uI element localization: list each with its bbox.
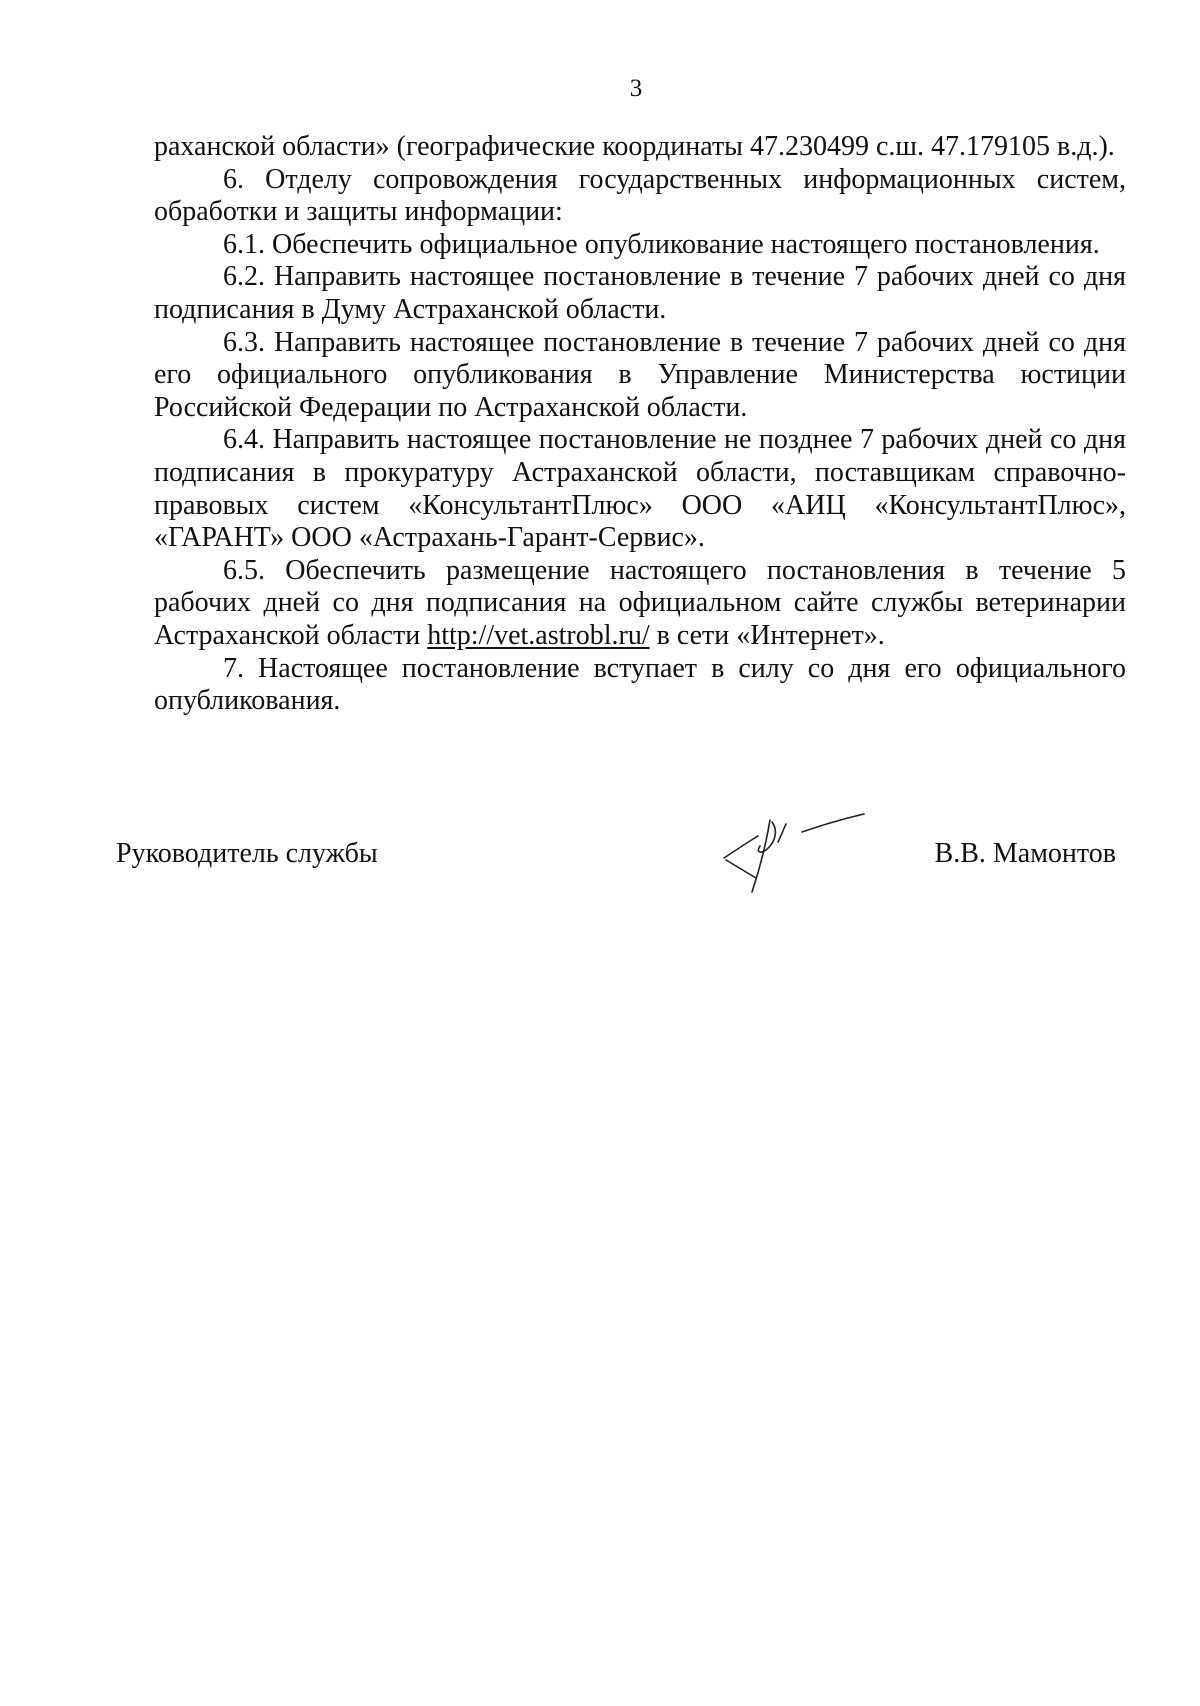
paragraph-6-5-text-start: 6.5. Обеспечить размещение настоящего постановления в течение 5 рабочих дней со дня подписания на официальном сайте службы ветеринарии Астраханской области: [154, 554, 1126, 651]
paragraph-6-5: [154, 555, 1126, 653]
vet-website-link[interactable]: http://vet.astrobl.ru/: [427, 619, 650, 651]
paragraph-6-3: 6.3. Направить настоящее постановление в течение 7 рабочих дней со дня его официального опубликования в Управление Министерства юстиции Российской Федерации по Астраханской области.: [154, 326, 1126, 423]
signer-position: Руководитель службы: [116, 838, 378, 869]
paragraph-6-1: 6.1. Обеспечить официальное опубликование настоящего постановления.: [223, 228, 1100, 260]
signer-name: В.В. Мамонтов: [934, 838, 1116, 869]
document-body: [154, 131, 1126, 718]
paragraph-6: 6. Отделу сопровождения государственных информационных систем, обработки и защиты информации:: [154, 163, 1126, 228]
paragraph-6-2: 6.2. Направить настоящее постановление в течение 7 рабочих дней со дня подписания в Думу Астраханской области.: [154, 261, 1126, 325]
paragraph-continuation: раханской области» (географические координаты 47.230499 с.ш. 47.179105 в.д.).: [154, 131, 1115, 162]
paragraph-6-5-text-end: в сети «Интернет».: [649, 619, 885, 651]
handwritten-signature: [716, 806, 876, 898]
paragraph-7: 7. Настоящее постановление вступает в силу со дня его официального опубликования.: [154, 652, 1126, 717]
paragraph-6-4: 6.4. Направить настоящее постановление не позднее 7 рабочих дней со дня подписания в прокуратуру Астраханской области, поставщикам справочно-правовых систем «КонсультантПлюс» ООО «АИЦ «КонсультантПлюс», «ГАРАНТ» ООО «Астрахань-Гарант-Сервис».: [154, 424, 1126, 554]
signature-block: [0, 838, 1200, 898]
page-number: 3: [629, 75, 643, 102]
